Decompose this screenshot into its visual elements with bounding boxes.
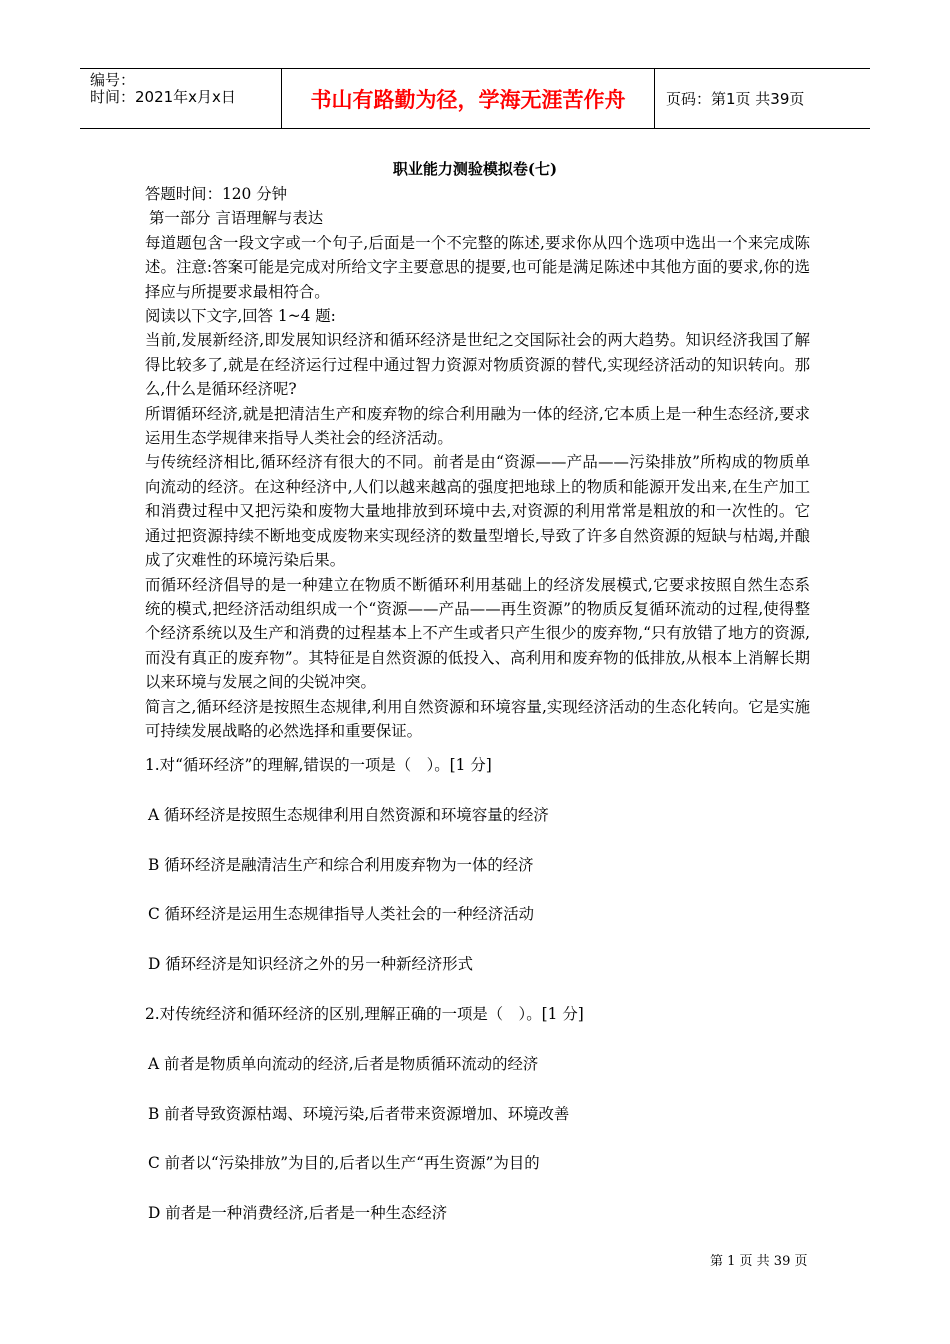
- question-stem: 2.对传统经济和循环经济的区别,理解正确的一项是（ ）。[1 分]: [145, 1005, 584, 1023]
- answer-option: A 前者是物质单向流动的经济,后者是物质循环流动的经济: [148, 1055, 539, 1073]
- answer-option: A 循环经济是按照生态规律利用自然资源和环境容量的经济: [148, 806, 549, 824]
- answer-option: D 前者是一种消费经济,后者是一种生态经济: [148, 1204, 448, 1222]
- section-heading: 第一部分 言语理解与表达: [149, 209, 324, 228]
- answer-option: C 前者以“污染排放”为目的,后者以生产“再生资源”为目的: [148, 1154, 540, 1172]
- number-label: 编号：: [90, 71, 136, 89]
- question-stem: 1.对“循环经济”的理解,错误的一项是（ ）。[1 分]: [145, 756, 492, 774]
- passage-paragraph: 简言之,循环经济是按照生态规律,利用自然资源和环境容量,实现经济活动的生态化转向。它是实施可持续发展战略的必然选择和重要保证。: [145, 697, 810, 740]
- answer-option: C 循环经济是运用生态规律指导人类社会的一种经济活动: [148, 905, 535, 923]
- answer-option: B 循环经济是融清洁生产和综合利用废弃物为一体的经济: [148, 856, 534, 874]
- reading-prompt: 阅读以下文字,回答 1~4 题:: [145, 307, 336, 326]
- page-title: 职业能力测验模拟卷(七): [392, 160, 558, 178]
- answer-option: B 前者导致资源枯竭、环境污染,后者带来资源增加、环境改善: [148, 1105, 570, 1123]
- body-text: [145, 182, 810, 743]
- header-page-info: 页码：第1页 共39页: [666, 90, 805, 108]
- header-left-cell: [90, 72, 236, 106]
- header-divider: [654, 68, 655, 129]
- page-footer: 第 1 页 共 39 页: [710, 1254, 808, 1269]
- document-header: [80, 68, 870, 129]
- instructions: 每道题包含一段文字或一个句子,后面是一个不完整的陈述,要求你从四个选项中选出一个来完成陈述。注意:答案可能是完成对所给文字主要意思的提要,也可能是满足陈述中其他方面的要求,你的选择应与所提要求最相符合。: [145, 233, 810, 301]
- time-label: 时间：2021年x月x日: [90, 88, 236, 106]
- answer-option: D 循环经济是知识经济之外的另一种新经济形式: [148, 955, 474, 973]
- passage-paragraph: 而循环经济倡导的是一种建立在物质不断循环利用基础上的经济发展模式,它要求按照自然生态系统的模式,把经济活动组织成一个“资源——产品——再生资源”的物质反复循环流动的过程,使得整个经济系统以及生产和消费的过程基本上不产生或者只产生很少的废弃物,“只有放错了地方的资源,而没有真正的废弃物”。其特征是自然资源的低投入、高利用和废弃物的低排放,从根本上消解长期以来环境与发展之间的尖锐冲突。: [145, 575, 810, 692]
- passage-paragraph: 所谓循环经济,就是把清洁生产和废弃物的综合利用融为一体的经济,它本质上是一种生态经济,要求运用生态学规律来指导人类社会的经济活动。: [145, 404, 810, 448]
- passage-paragraph: 当前,发展新经济,即发展知识经济和循环经济是世纪之交国际社会的两大趋势。知识经济我国了解得比较多了,就是在经济运行过程中通过智力资源对物质资源的替代,实现经济活动的知识转向。那么,什么是循环经济呢?: [145, 331, 810, 399]
- header-motto: 书山有路勤为径，学海无涯苦作舟: [310, 87, 626, 112]
- passage-paragraph: 与传统经济相比,循环经济有很大的不同。前者是由“资源——产品——污染排放”所构成的物质单向流动的经济。在这种经济中,人们以越来越高的强度把地球上的物质和能源开发出来,在生产加工和消费过程中又把污染和废物大量地排放到环境中去,对资源的利用常常是粗放的和一次性的。它通过把资源持续不断地变成废物来实现经济的数量型增长,导致了许多自然资源的短缺与枯竭,并酿成了灾难性的环境污染后果。: [145, 453, 810, 570]
- answer-time: 答题时间：120 分钟: [145, 185, 288, 203]
